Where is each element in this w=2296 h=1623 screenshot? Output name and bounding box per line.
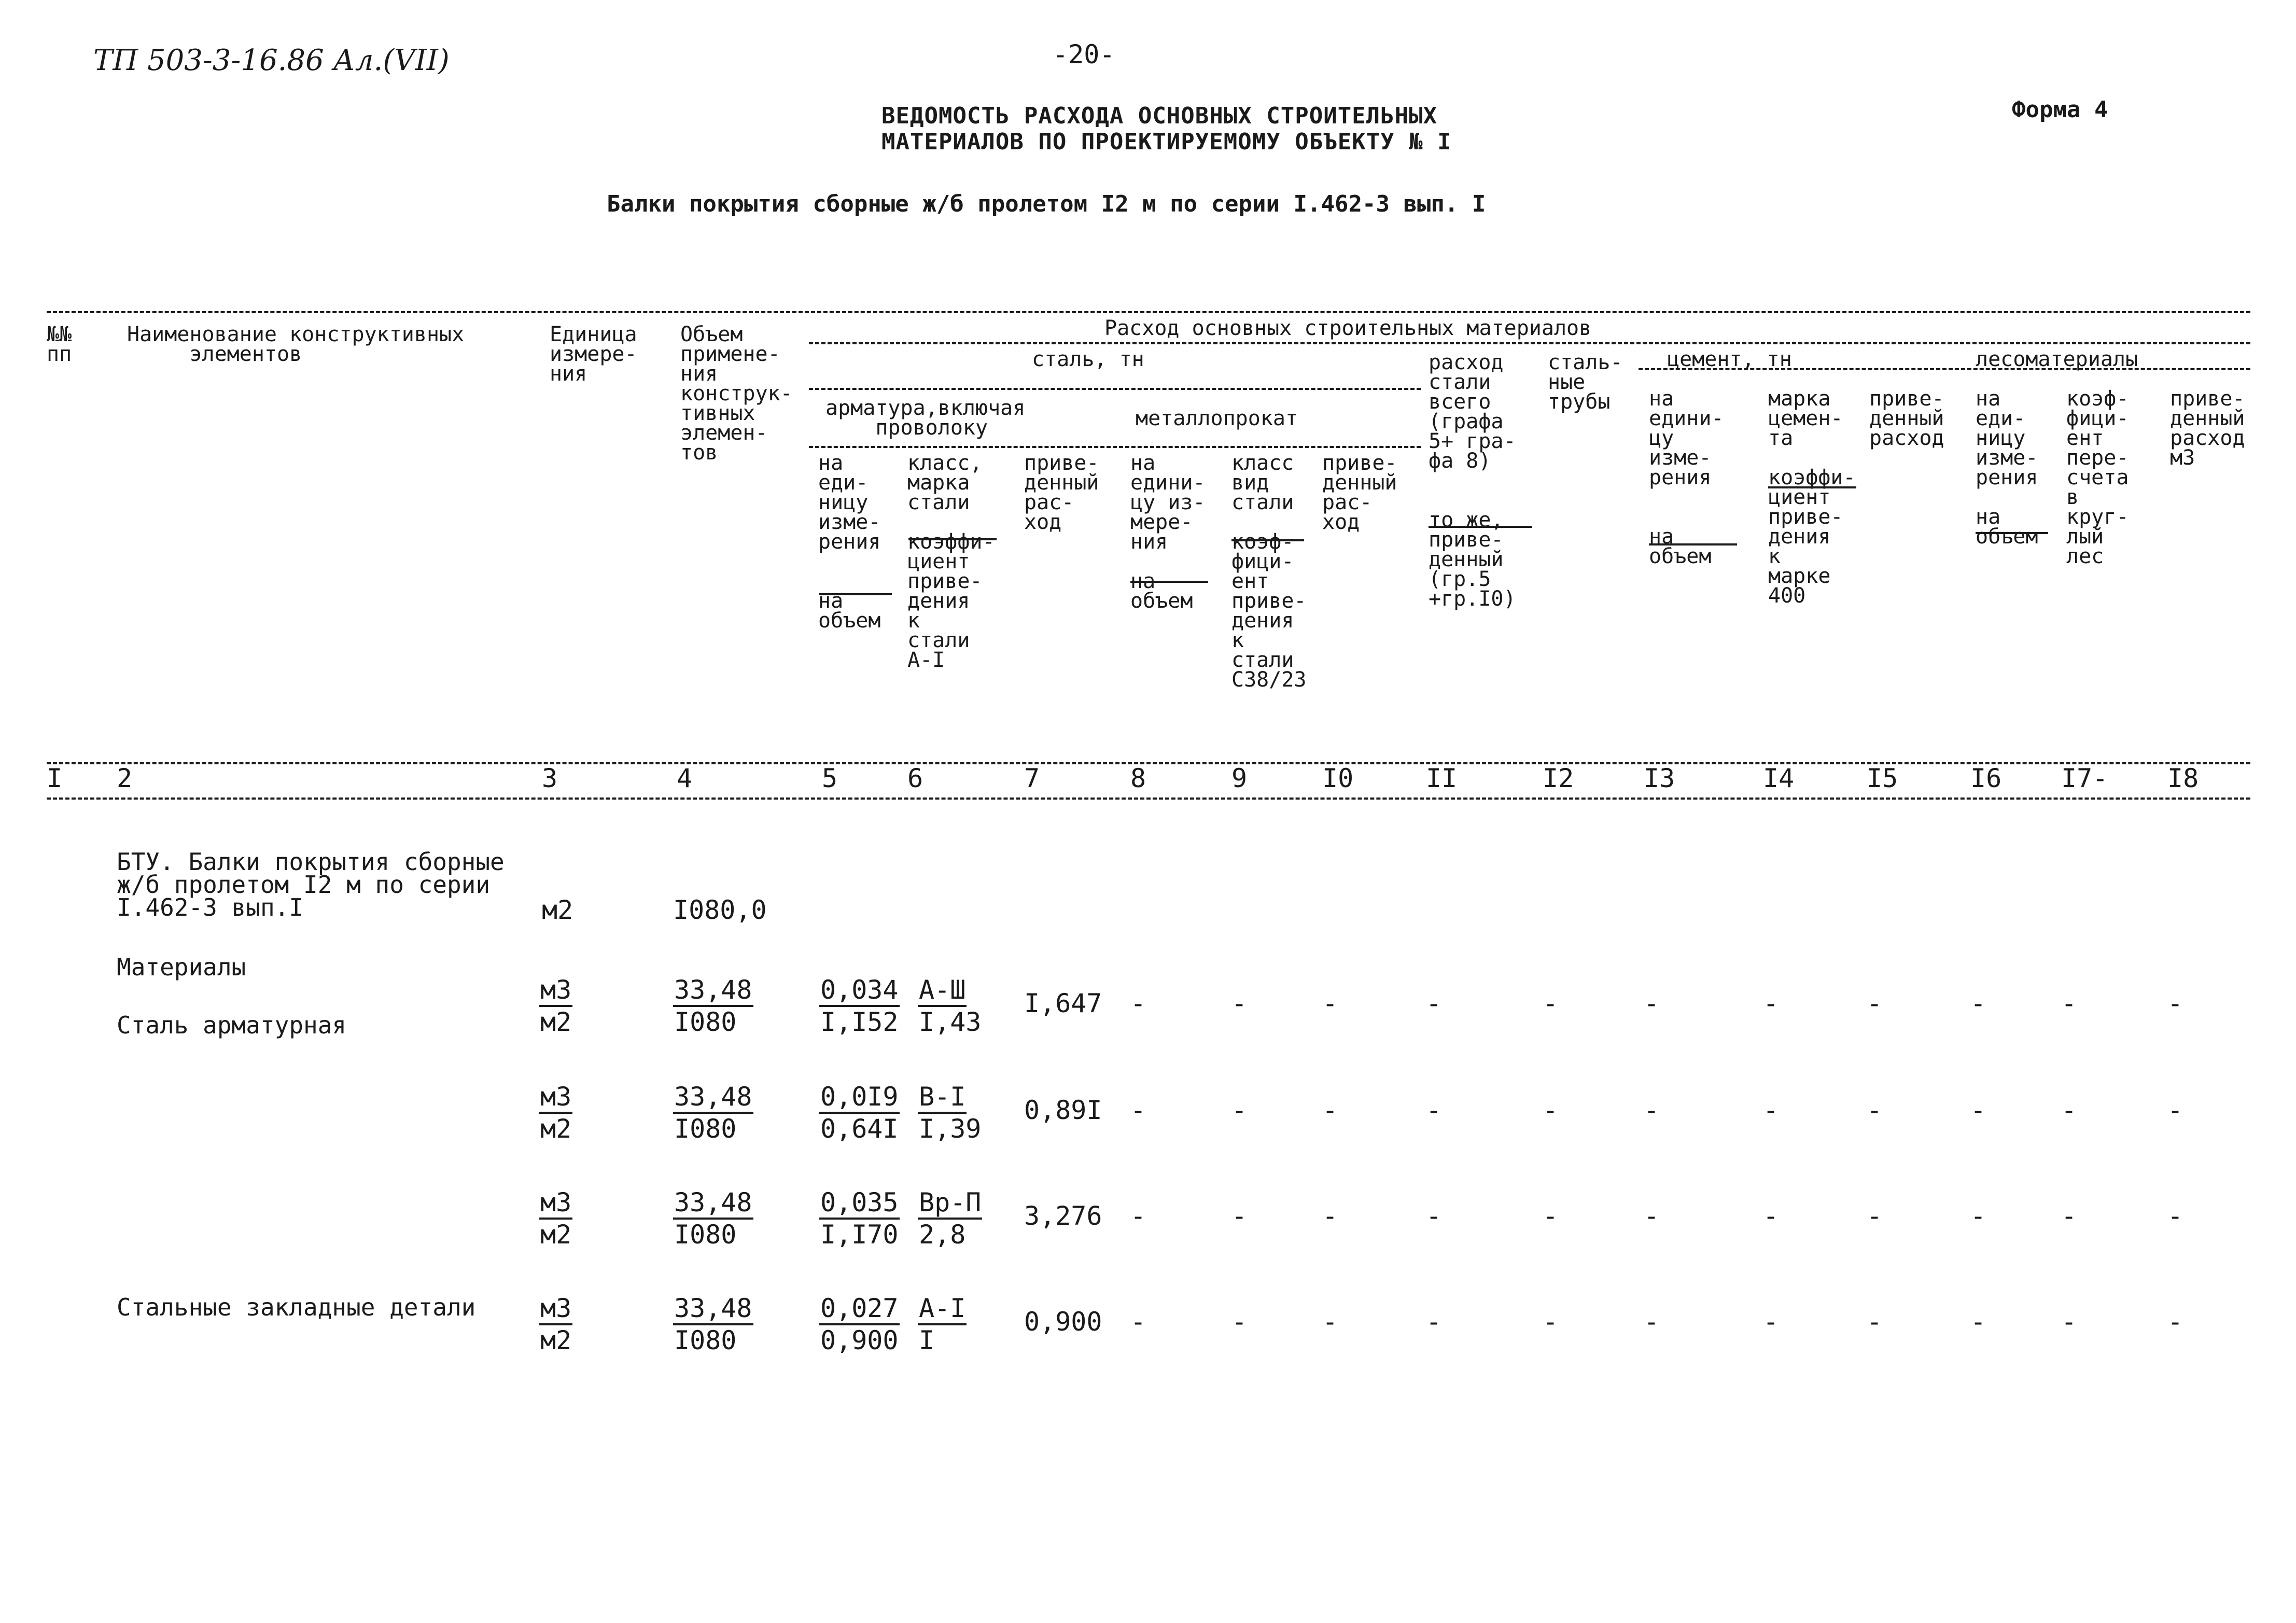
empty-cell-dash: - — [1322, 988, 1338, 1018]
col-number-11: II — [1426, 763, 1458, 793]
header-c15: приве- денный расход — [1869, 387, 1944, 450]
section-volume: I080,0 — [673, 895, 767, 925]
empty-cell-dash: - — [1426, 1307, 1442, 1337]
empty-cell-dash: - — [1426, 1095, 1442, 1125]
empty-cell-dash: - — [1322, 1095, 1338, 1125]
col-number-12: I2 — [1543, 763, 1574, 793]
column-number-rule — [47, 797, 2250, 800]
empty-cell-dash: - — [1867, 1201, 1883, 1231]
header-c16: на еди- ницу изме- рения на объем — [1976, 387, 2038, 549]
row-1-name: Сталь арматурная — [117, 1011, 347, 1039]
empty-cell-dash: - — [1543, 988, 1559, 1018]
col-number-1: I — [47, 763, 63, 793]
empty-cell-dash: - — [1130, 1095, 1146, 1125]
row-2-c5: $\frac{0,0I9}{0,64I}$ — [820, 1082, 899, 1144]
empty-cell-dash: - — [2167, 1095, 2183, 1125]
header-npp: №№ пп — [47, 323, 72, 366]
form-label: Форма 4 — [2012, 96, 2108, 123]
empty-cell-dash: - — [2167, 988, 2183, 1018]
row-1-c5: $\frac{0,034}{I,I52}$ — [820, 975, 899, 1037]
empty-cell-dash: - — [1763, 1095, 1779, 1125]
col-number-7: 7 — [1024, 763, 1040, 793]
header-steel: сталь, тн — [1032, 347, 1144, 371]
header-les: лесоматериалы — [1976, 347, 2138, 371]
empty-cell-dash: - — [1426, 988, 1442, 1018]
empty-cell-dash: - — [2061, 1307, 2077, 1337]
empty-cell-dash: - — [1763, 1307, 1779, 1337]
col-number-3: 3 — [542, 763, 558, 793]
row-3-unit: м3 м2 — [540, 1187, 572, 1250]
document-code: ТП 503-3-16.86 Ал.(VII) — [93, 44, 450, 77]
empty-cell-dash: - — [1543, 1307, 1559, 1337]
empty-cell-dash: - — [1867, 1307, 1883, 1337]
header-c18: приве- денный расход м3 — [2170, 387, 2245, 470]
row-4-c7: 0,900 — [1024, 1307, 1102, 1337]
col-number-14: I4 — [1763, 763, 1795, 793]
empty-cell-dash: - — [1426, 1201, 1442, 1231]
header-c6: класс, марка стали коэффи- циент приве- дения к стали А-I — [907, 451, 995, 672]
col-number-6: 6 — [907, 763, 923, 793]
col-number-4: 4 — [677, 763, 693, 793]
empty-cell-dash: - — [1763, 1201, 1779, 1231]
empty-cell-dash: - — [1970, 1307, 1986, 1337]
empty-cell-dash: - — [1543, 1201, 1559, 1231]
row-4-c6: А-I I — [919, 1293, 966, 1355]
header-c13: на едини- цу изме- рения на объем — [1649, 387, 1724, 568]
header-c10: приве- денный рас- ход — [1322, 451, 1397, 534]
empty-cell-dash: - — [1970, 988, 1986, 1018]
armatura-rule — [809, 446, 1421, 448]
row-1-c6: А-Ш I,43 — [919, 975, 982, 1037]
header-name: Наименование конструктивных элементов — [127, 323, 465, 366]
header-c14: марка цемен- та коэффи- циент приве- дения к марке 400 — [1768, 387, 1856, 608]
row-2-c6: В-I I,39 — [919, 1082, 982, 1144]
empty-cell-dash: - — [1970, 1201, 1986, 1231]
col-number-10: I0 — [1322, 763, 1354, 793]
row-4-unit: м3 м2 — [540, 1293, 572, 1355]
header-c8: на едини- цу из- мере- ния на объем — [1130, 451, 1206, 613]
empty-cell-dash: - — [1130, 1201, 1146, 1231]
empty-cell-dash: - — [1543, 1095, 1559, 1125]
row-3-c7: 3,276 — [1024, 1201, 1102, 1231]
title-line-1: ВЕДОМОСТЬ РАСХОДА ОСНОВНЫХ СТРОИТЕЛЬНЫХ — [881, 103, 1438, 129]
header-cement: цемент, тн — [1667, 347, 1792, 371]
row-3-c6: Вр-П 2,8 — [919, 1187, 982, 1250]
col-number-2: 2 — [117, 763, 133, 793]
col-number-8: 8 — [1130, 763, 1146, 793]
materials-label: Материалы — [117, 953, 246, 981]
empty-cell-dash: - — [1231, 988, 1248, 1018]
empty-cell-dash: - — [1322, 1307, 1338, 1337]
empty-cell-dash: - — [1231, 1095, 1248, 1125]
steel-rule — [809, 388, 1421, 390]
row-1-volume: $\frac{33,48}{I080}$ — [674, 975, 752, 1037]
header-volume: Объем примене- ния конструк- тивных элемен- тов — [680, 323, 793, 465]
row-2-volume: $\frac{33,48}{I080}$ — [674, 1082, 752, 1144]
header-group: Расход основных строительных материалов — [1104, 316, 1592, 340]
header-bottom-rule — [47, 762, 2250, 764]
row-4-volume: $\frac{33,48}{I080}$ — [674, 1293, 752, 1355]
row-4-name: Стальные закладные детали — [117, 1293, 476, 1321]
col-number-18: I8 — [2167, 763, 2199, 793]
empty-cell-dash: - — [1867, 988, 1883, 1018]
empty-cell-dash: - — [1970, 1095, 1986, 1125]
header-c7: приве- денный рас- ход — [1024, 451, 1099, 534]
row-4-c5: $\frac{0,027}{0,900}$ — [820, 1293, 899, 1355]
col-number-15: I5 — [1867, 763, 1898, 793]
empty-cell-dash: - — [1644, 1201, 1660, 1231]
empty-cell-dash: - — [1867, 1095, 1883, 1125]
col-number-9: 9 — [1231, 763, 1248, 793]
header-top-rule — [47, 311, 2250, 313]
empty-cell-dash: - — [1231, 1201, 1248, 1231]
row-3-volume: $\frac{33,48}{I080}$ — [674, 1187, 752, 1250]
section-title: БТУ. Балки покрытия сборные ж/б пролетом I2 м по серии I.462-3 вып.I — [117, 848, 505, 921]
row-2-unit: м3 м2 — [540, 1082, 572, 1144]
row-2-c7: 0,89I — [1024, 1095, 1102, 1125]
header-unit: Единица измере- ния — [550, 323, 637, 386]
row-1-unit: м3 м2 — [540, 975, 572, 1037]
col-number-16: I6 — [1970, 763, 2002, 793]
col-number-17: I7- — [2061, 763, 2108, 793]
row-3-c5: $\frac{0,035}{I,I70}$ — [820, 1187, 899, 1250]
header-c11: расход стали всего (графа 5+ гра- фа 8) то же, приве- денный (гр.5 +гр.I0) — [1429, 351, 1516, 611]
col-number-13: I3 — [1644, 763, 1675, 793]
empty-cell-dash: - — [1763, 988, 1779, 1018]
group-rule — [809, 342, 2250, 344]
header-c9: класс вид стали коэф- фици- ент приве- дения к стали С38/23 — [1231, 451, 1307, 692]
row-1-c7: I,647 — [1024, 988, 1102, 1018]
empty-cell-dash: - — [1644, 988, 1660, 1018]
section-unit: м2 — [542, 895, 573, 925]
header-armatura: арматура,включая проволоку — [825, 396, 1026, 440]
header-c5: на еди- ницу изме- рения на объем — [818, 451, 881, 633]
empty-cell-dash: - — [1130, 988, 1146, 1018]
empty-cell-dash: - — [1322, 1201, 1338, 1231]
title-line-2: МАТЕРИАЛОВ ПО ПРОЕКТИРУЕМОМУ ОБЪЕКТУ № I — [881, 129, 1452, 155]
empty-cell-dash: - — [2167, 1307, 2183, 1337]
empty-cell-dash: - — [1644, 1095, 1660, 1125]
header-metalloprokat: металлопрокат — [1136, 407, 1298, 430]
header-c12: сталь- ные трубы — [1548, 351, 1623, 414]
empty-cell-dash: - — [2167, 1201, 2183, 1231]
empty-cell-dash: - — [2061, 1201, 2077, 1231]
col-number-5: 5 — [822, 763, 838, 793]
empty-cell-dash: - — [1644, 1307, 1660, 1337]
empty-cell-dash: - — [1130, 1307, 1146, 1337]
subtitle: Балки покрытия сборные ж/б пролетом I2 м по серии I.462-3 вып. I — [607, 191, 1486, 217]
empty-cell-dash: - — [2061, 1095, 2077, 1125]
header-c17: коэф- фици- ент пере- счета в круг- лый лес — [2066, 387, 2129, 568]
empty-cell-dash: - — [1231, 1307, 1248, 1337]
empty-cell-dash: - — [2061, 988, 2077, 1018]
page-number: -20- — [1053, 39, 1115, 69]
